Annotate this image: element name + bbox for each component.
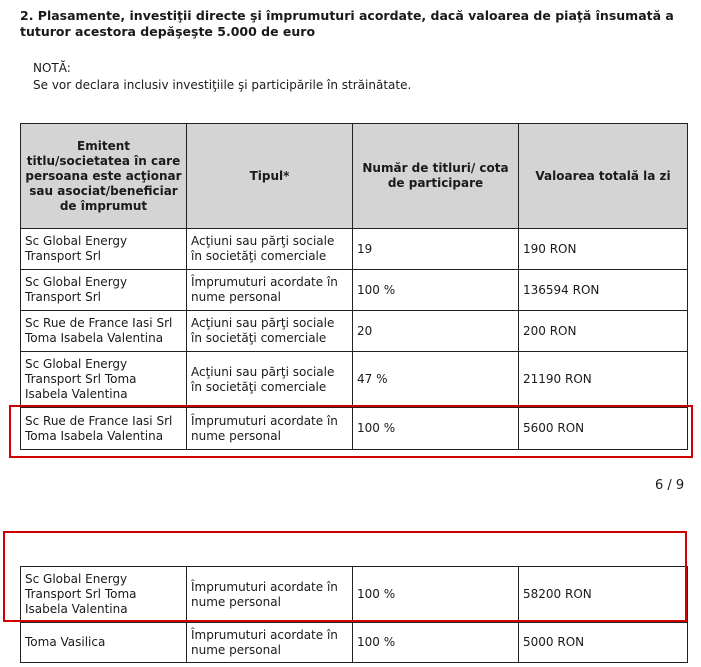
cell-numar: 100 % xyxy=(353,623,519,663)
header-numar-titluri: Număr de titluri/ cota de participare xyxy=(353,124,519,229)
cell-tipul: Acţiuni sau părţi sociale în societăţi comerciale xyxy=(187,229,353,270)
cell-emitent: Sc Rue de France Iasi Srl Toma Isabela Valentina xyxy=(21,311,187,352)
cell-emitent: Sc Rue de France Iasi Srl Toma Isabela Valentina xyxy=(21,408,187,450)
cell-tipul: Acţiuni sau părţi sociale în societăţi comerciale xyxy=(187,352,353,408)
cell-numar: 20 xyxy=(353,311,519,352)
cell-valoare: 190 RON xyxy=(519,229,688,270)
cell-numar: 100 % xyxy=(353,567,519,623)
cell-numar: 100 % xyxy=(353,270,519,311)
highlight-box xyxy=(9,405,693,458)
investments-table xyxy=(20,123,688,450)
cell-valoare: 21190 RON xyxy=(519,352,688,408)
cell-emitent: Sc Global Energy Transport Srl Toma Isabela Valentina xyxy=(21,567,187,623)
note-label: NOTĂ: xyxy=(33,61,71,75)
cell-tipul: Împrumuturi acordate în nume personal xyxy=(187,408,353,450)
cell-emitent: Sc Global Energy Transport Srl xyxy=(21,229,187,270)
cell-tipul: Împrumuturi acordate în nume personal xyxy=(187,270,353,311)
cell-tipul: Împrumuturi acordate în nume personal xyxy=(187,623,353,663)
cell-valoare: 200 RON xyxy=(519,311,688,352)
cell-valoare: 136594 RON xyxy=(519,270,688,311)
cell-emitent: Toma Vasilica xyxy=(21,623,187,663)
header-valoarea-totala: Valoarea totală la zi xyxy=(519,124,688,229)
table-row xyxy=(21,352,688,408)
table-row xyxy=(21,623,688,663)
cell-tipul: Acţiuni sau părţi sociale în societăţi comerciale xyxy=(187,311,353,352)
cell-valoare: 5600 RON xyxy=(519,408,688,450)
cell-emitent: Sc Global Energy Transport Srl Toma Isabela Valentina xyxy=(21,352,187,408)
highlight-box xyxy=(3,531,687,622)
header-emitent: Emitent titlu/societatea în care persoana este acţionar sau asociat/beneficiar de împrumut xyxy=(21,124,187,229)
section-heading: 2. Plasamente, investiţii directe şi împrumuturi acordate, dacă valoarea de piaţă însumată a tuturor acestora depăşeşte 5.000 de euro xyxy=(20,8,674,39)
cell-valoare: 5000 RON xyxy=(519,623,688,663)
table-header-row xyxy=(21,124,688,229)
header-tipul: Tipul* xyxy=(187,124,353,229)
table-row xyxy=(21,311,688,352)
cell-numar: 19 xyxy=(353,229,519,270)
cell-emitent: Sc Global Energy Transport Srl xyxy=(21,270,187,311)
table-row xyxy=(21,229,688,270)
cell-valoare: 58200 RON xyxy=(519,567,688,623)
page-number: 6 / 9 xyxy=(655,478,685,493)
cell-tipul: Împrumuturi acordate în nume personal xyxy=(187,567,353,623)
note-text: Se vor declara inclusiv investiţiile şi participările în străinătate. xyxy=(33,78,412,92)
cell-numar: 47 % xyxy=(353,352,519,408)
table-row xyxy=(21,270,688,311)
cell-numar: 100 % xyxy=(353,408,519,450)
